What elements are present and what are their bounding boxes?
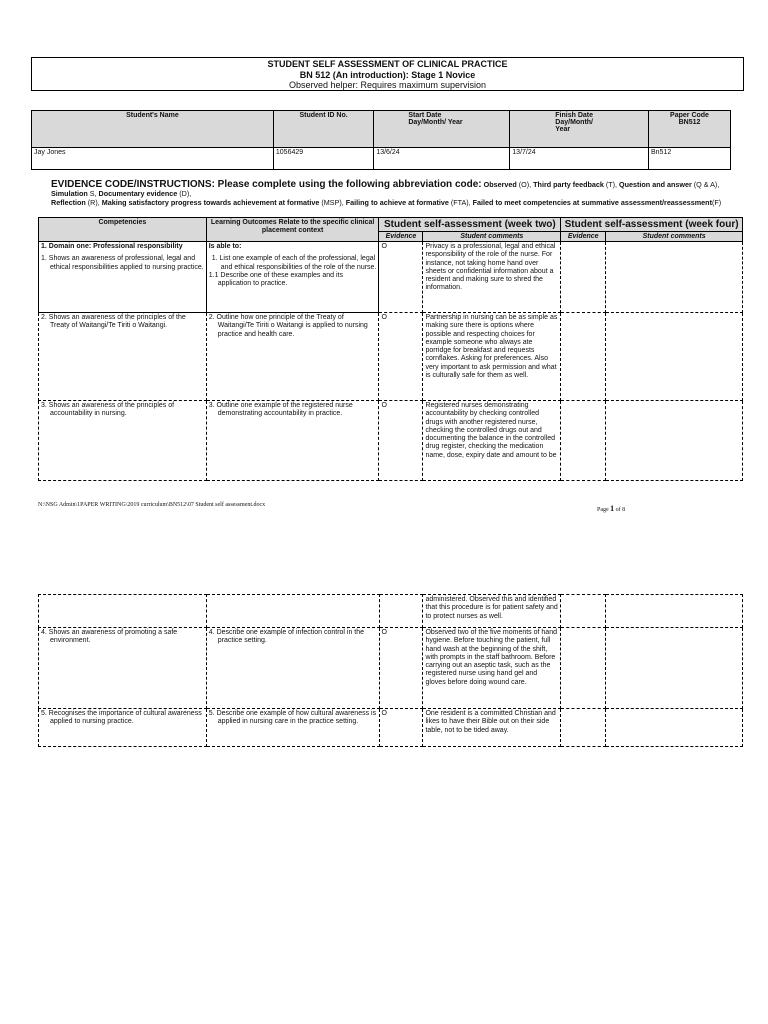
comment-cell[interactable]: Observed two of the five moments of hand hygiene. Before touching the patient, full hand wash at the beginning of the shift, with prompts in the staff bathroom. Before carrying out an aseptic task, such as the registered nurse using hand gel and gloves before doing wound care. — [423, 628, 561, 709]
comment-cell-week4[interactable] — [606, 242, 743, 313]
document-subtitle: BN 512 (An introduction): Stage 1 Novice — [299, 69, 476, 80]
document-title: STUDENT SELF ASSESSMENT OF CLINICAL PRACTICE — [267, 59, 508, 69]
comment-cell[interactable]: Privacy is a professional, legal and ethical responsibility of the role of the nurse. For instance, not taking home hand over sheets or confidential information about a resident and making sure to shred the information. — [423, 242, 561, 313]
student-name-value[interactable]: Jay Jones — [32, 148, 274, 170]
comment-cell[interactable]: administered. Observed this and identified that this procedure is for patient safety and to protect nurses as well. — [423, 595, 561, 628]
outcome-intro: Is able to: — [208, 243, 242, 250]
comment-cell[interactable]: Registered nurses demonstrating accountability by checking controlled drugs with another registered nurse, checking the controlled drugs out and documenting the balance in the controlled drug register, checking the medication name, dose, expiry date and amount to be — [423, 401, 561, 481]
outcome-text: 1. List one example of each of the professional, legal and ethical responsibilities of the role of the nurse. — [211, 255, 377, 271]
evidence-cell-week4[interactable] — [561, 401, 606, 481]
outcome-cell — [206, 595, 379, 628]
page-number — [597, 504, 625, 513]
student-info-table — [31, 110, 731, 170]
outcome-cell — [206, 628, 379, 709]
competency-cell — [39, 628, 207, 709]
evidence-cell-week4[interactable] — [561, 242, 606, 313]
student-name-header: Student's Name — [32, 111, 274, 148]
outcome-text: 1.1 Describe one of these examples and its application to practice. — [208, 271, 343, 288]
code-label: Making satisfactory progress towards achievement at formative — [101, 198, 320, 207]
comment-cell-week4[interactable] — [606, 401, 743, 481]
code-label: Documentary evidence — [98, 189, 178, 198]
evidence-cell[interactable]: O — [379, 401, 423, 481]
evidence-cell-week4[interactable] — [561, 595, 606, 628]
competency-cell — [39, 709, 207, 747]
file-path-footer: N:\NSG Admin\1PAPER WRITING\2019 curriculum\BN512\07 Student self assessment.docx — [38, 502, 266, 508]
competency-cell — [39, 313, 207, 401]
outcome-cell — [206, 709, 379, 747]
code-label: Failing to achieve at formative — [345, 198, 449, 207]
code-label: Observed — [483, 180, 517, 189]
paper-code-value[interactable]: Bn512 — [649, 148, 731, 170]
competency-text: 5. Recognises the importance of cultural awareness applied to nursing practice. — [41, 710, 202, 726]
code-abbrev: (O), — [516, 180, 534, 189]
week-two-header: Student self-assessment (week two) — [379, 218, 561, 232]
competency-text: 1. Shows an awareness of professional, legal and ethical responsibilities applied to nursing practice. — [41, 255, 204, 271]
code-label: Reflection — [51, 198, 86, 207]
evidence-cell-week4[interactable] — [561, 709, 606, 747]
table-row — [39, 628, 743, 709]
table-row — [39, 401, 743, 481]
evidence-cell[interactable] — [379, 595, 423, 628]
competency-cell — [39, 401, 207, 481]
competency-cell — [39, 242, 207, 313]
table-row — [39, 595, 743, 628]
code-abbrev: (Q & A), — [691, 180, 720, 189]
student-id-value[interactable]: 1056429 — [273, 148, 373, 170]
evidence-code-instructions — [51, 180, 741, 207]
instructions-heading: EVIDENCE CODE/INSTRUCTIONS: Please complete using the following abbreviation code: — [51, 179, 482, 190]
code-label: Failed to meet competencies at summative assessment/reassessment — [472, 198, 712, 207]
code-abbrev: (D), — [177, 189, 192, 198]
code-label: Third party feedback — [533, 180, 604, 189]
comment-cell-week4[interactable] — [606, 709, 743, 747]
finish-date-header: Finish Date Day/Month/ Year — [510, 111, 649, 148]
code-abbrev: (F) — [711, 198, 722, 207]
evidence-cell-week4[interactable] — [561, 313, 606, 401]
outcome-text: 3. Outline one example of the registered nurse demonstrating accountability in practice. — [208, 402, 353, 418]
evidence-cell[interactable]: O — [379, 709, 423, 747]
code-label: Simulation — [51, 189, 88, 198]
outcome-text: 4. Describe one example of infection control in the practice setting. — [208, 629, 365, 645]
comments-header-week2: Student comments — [423, 232, 561, 242]
code-abbrev: (MSP), — [319, 198, 346, 207]
assessment-table-page1 — [38, 217, 743, 481]
document-stage-note: Observed helper: Requires maximum supervision — [288, 80, 487, 90]
evidence-cell[interactable]: O — [379, 313, 423, 401]
domain-heading: 1. Domain one: Professional responsibility — [41, 243, 183, 250]
competencies-header: Competencies — [39, 218, 207, 242]
table-row — [39, 709, 743, 747]
outcome-cell — [206, 313, 379, 401]
comment-cell-week4[interactable] — [606, 628, 743, 709]
outcome-cell — [206, 401, 379, 481]
code-label: Question and answer — [619, 180, 692, 189]
outcome-cell — [206, 242, 379, 313]
outcome-text: 2. Outline how one principle of the Treaty of Waitangi/Te Tiriti o Waitangi is applied to nursing practice and health care. — [208, 314, 368, 338]
evidence-header-week4: Evidence — [561, 232, 606, 242]
start-date-header: Start Date Day/Month/ Year — [374, 111, 510, 148]
assessment-table-page2 — [38, 594, 743, 747]
info-header-row — [32, 111, 731, 148]
grid-header-row — [39, 218, 743, 232]
page-prefix: Page — [597, 507, 611, 513]
competency-text: 3. Shows an awareness of the principles of accountability in nursing. — [41, 402, 175, 418]
finish-date-value[interactable]: 13/7/24 — [510, 148, 649, 170]
competency-text: 4. Shows an awareness of promoting a safe environment. — [41, 629, 178, 645]
code-abbrev: (R), — [85, 198, 102, 207]
info-value-row — [32, 148, 731, 170]
competency-text: 2. Shows an awareness of the principles of the Treaty of Waitangi/Te Tiriti o Waitangi. — [41, 314, 186, 330]
table-row — [39, 313, 743, 401]
comment-cell-week4[interactable] — [606, 313, 743, 401]
student-id-header: Student ID No. — [273, 111, 373, 148]
start-date-value[interactable]: 13/6/24 — [374, 148, 510, 170]
code-abbrev: (FTA), — [448, 198, 473, 207]
table-row — [39, 242, 743, 313]
comment-cell-week4[interactable] — [606, 595, 743, 628]
comment-cell[interactable]: One resident is a committed Christian and likes to have their Bible out on their side table, not to be tided away. — [423, 709, 561, 747]
evidence-header-week2: Evidence — [379, 232, 423, 242]
code-abbrev: (T), — [603, 180, 620, 189]
code-abbrev: S, — [87, 189, 99, 198]
learning-outcomes-header: Learning Outcomes Relate to the specific clinical placement context — [206, 218, 379, 242]
page-current: 1 — [610, 504, 615, 513]
document-title-box — [31, 57, 744, 91]
evidence-cell[interactable]: O — [379, 242, 423, 313]
competency-cell — [39, 595, 207, 628]
paper-code-header: Paper Code BN512 — [649, 111, 731, 148]
page-suffix: of 8 — [614, 507, 626, 513]
evidence-cell[interactable]: O — [379, 628, 423, 709]
evidence-cell-week4[interactable] — [561, 628, 606, 709]
outcome-text: 5. Describe one example of how cultural awareness is applied in nursing care in the practice setting. — [208, 710, 377, 726]
comment-cell[interactable]: Partnership in nursing can be as simple as making sure there is options where possible and respecting choices for example someone who always ate porridge for breakfast and requests cornflakes. Asking for preferences. Also very important to ask permission and what is culturally safe for them as well. — [423, 313, 561, 401]
comments-header-week4: Student comments — [606, 232, 743, 242]
week-four-header: Student self-assessment (week four) — [561, 218, 743, 232]
